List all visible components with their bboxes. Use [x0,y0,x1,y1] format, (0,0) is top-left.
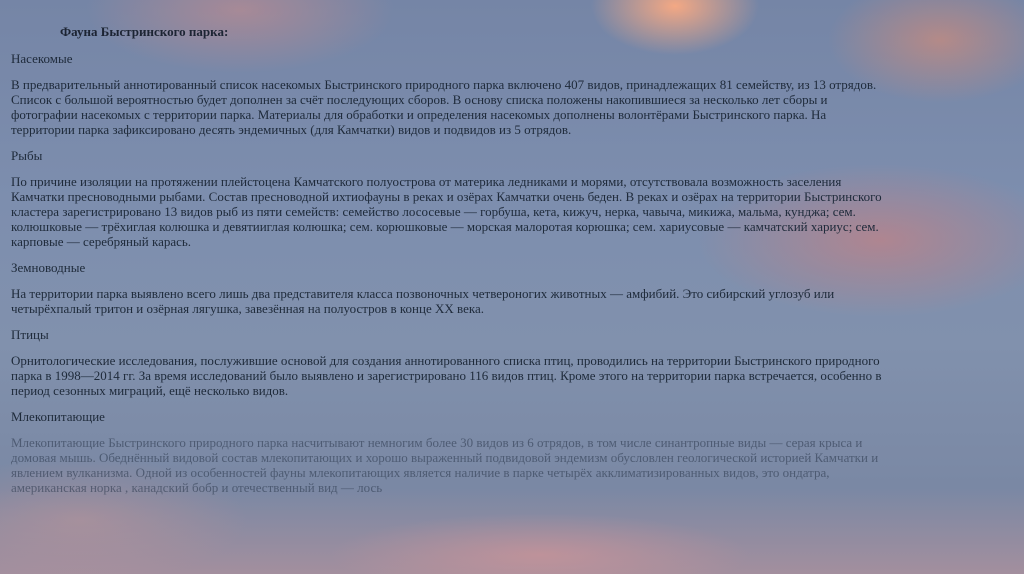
heading-birds: Птицы [11,327,49,342]
paragraph-mammals: Млекопитающие Быстринского природного парка насчитывают немногим более 30 видов из 6 отрядов, в том числе синантропные виды — серая крыса и домовая мышь. Обеднённый видовой состав млекопитающих и хорошо выраженный подвидовой эндемизм обусловлен геологической историей Камчатки и явлением вулканизма. Одной из особенностей фауны млекопитающих является наличие в парке четырёх акклиматизированных видов, это ондатра, американская норка , канадский бобр и отечественный вид — лось [11,435,879,495]
heading-insects: Насекомые [11,51,73,66]
paragraph-insects: В предварительный аннотированный список насекомых Быстринского природного парка включено 407 видов, принадлежащих 81 семейству, из 13 отрядов. Список с большой вероятностью будет дополнен за счёт последующих сборов. В основу списка положены накопившиеся за несколько лет сборы и фотографии насекомых с территории парка. Материалы для обработки и определения насекомых дополнены волонтёрами Быстринского парка. На территории парка зафиксировано десять эндемичных (для Камчатки) видов и подвидов из 5 отрядов. [11,77,877,137]
paragraph-fish: По причине изоляции на протяжении плейстоцена Камчатского полуострова от материка ледниками и морями, отсутствовала возможность заселения Камчатки пресноводными рыбами. Состав пресноводной ихтиофауны в реках и озёрах Камчатки очень беден. В реках и озёрах на территории Быстринского кластера зарегистрировано 13 видов рыб из пяти семейств: семейство лососевые — горбуша, кета, кижуч, нерка, чавыча, микижа, мальма, кунджа; сем. колюшковые — трёхиглая колюшка и девятииглая колюшка; сем. корюшковые — морская малоротая корюшка; сем. хариусовые — камчатский хариус; сем. карповые — серебряный карась. [11,174,882,249]
heading-mammals: Млекопитающие [11,409,105,424]
heading-fish: Рыбы [11,148,43,163]
slide-content [11,24,891,506]
slide-title: Фауна Быстринского парка: [60,24,229,39]
paragraph-birds: Орнитологические исследования, послужившие основой для создания аннотированного списка птиц, проводились на территории Быстринского природного парка в 1998—2014 гг. За время исследований было выявлено и зарегистрировано 116 видов птиц. Кроме этого на территории парка встречается, особенно в период сезонных миграций, ещё несколько видов. [11,353,882,398]
paragraph-amphibians: На территории парка выявлено всего лишь два представителя класса позвоночных четвероногих животных — амфибий. Это сибирский углозуб или четырёхпалый тритон и озёрная лягушка, завезённая на полуостров в конце XX века. [11,286,835,316]
heading-amphibians: Земноводные [11,260,86,275]
